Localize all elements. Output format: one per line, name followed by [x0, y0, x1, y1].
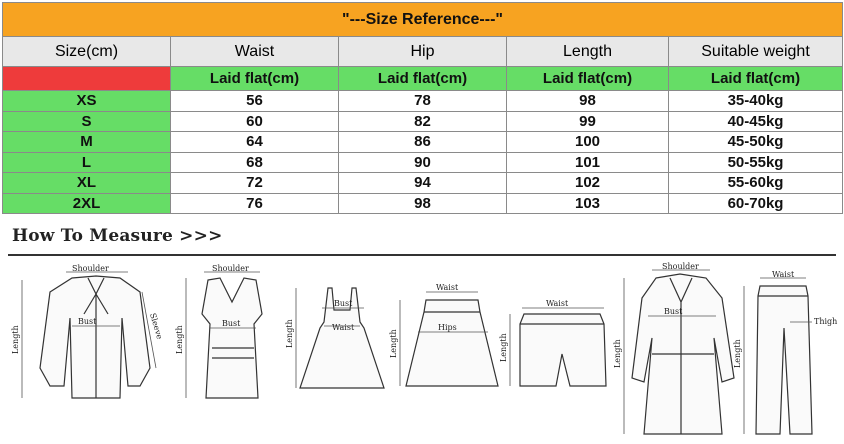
- hip-cell: 86: [339, 132, 507, 153]
- section-divider: [8, 254, 836, 256]
- label-bust: Bust: [334, 299, 353, 308]
- label-shoulder: Shoulder: [662, 262, 699, 271]
- waist-cell: 68: [171, 152, 339, 173]
- length-cell: 102: [507, 173, 669, 194]
- subheader-hip: Laid flat(cm): [339, 67, 507, 91]
- hip-cell: 90: [339, 152, 507, 173]
- length-cell: 100: [507, 132, 669, 153]
- table-row: [3, 111, 843, 132]
- table-row: [3, 132, 843, 153]
- header-waist: Waist: [171, 37, 339, 67]
- table-header-row: [3, 37, 843, 67]
- table-subheader-row: [3, 67, 843, 91]
- header-weight: Suitable weight: [669, 37, 843, 67]
- weight-cell: 50-55kg: [669, 152, 843, 173]
- waist-cell: 72: [171, 173, 339, 194]
- label-thigh: Thigh: [814, 317, 838, 326]
- label-length: Length: [175, 325, 184, 354]
- subheader-weight: Laid flat(cm): [669, 67, 843, 91]
- size-reference-table: [2, 2, 843, 214]
- size-cell: XL: [3, 173, 171, 194]
- label-length: Length: [11, 325, 20, 354]
- pants-illustration: [733, 270, 837, 434]
- shorts-illustration: [499, 299, 606, 386]
- length-cell: 101: [507, 152, 669, 173]
- header-size: Size(cm): [3, 37, 171, 67]
- label-hips: Hips: [438, 323, 457, 332]
- waist-cell: 64: [171, 132, 339, 153]
- size-cell: S: [3, 111, 171, 132]
- tank-top-illustration: [175, 264, 262, 398]
- size-cell: M: [3, 132, 171, 153]
- weight-cell: 45-50kg: [669, 132, 843, 153]
- weight-cell: 40-45kg: [669, 111, 843, 132]
- weight-cell: 60-70kg: [669, 193, 843, 214]
- dress-illustration: [285, 288, 384, 388]
- label-waist: Waist: [772, 270, 795, 279]
- weight-cell: 35-40kg: [669, 91, 843, 112]
- hip-cell: 98: [339, 193, 507, 214]
- subheader-empty: [3, 67, 171, 91]
- table-row: [3, 173, 843, 194]
- hip-cell: 82: [339, 111, 507, 132]
- label-waist: Waist: [332, 323, 355, 332]
- hip-cell: 78: [339, 91, 507, 112]
- coat-illustration: [613, 262, 734, 434]
- label-length: Length: [389, 329, 398, 358]
- measurement-illustrations: [0, 258, 844, 444]
- length-cell: 98: [507, 91, 669, 112]
- label-length: Length: [285, 319, 294, 348]
- weight-cell: 55-60kg: [669, 173, 843, 194]
- label-bust: Bust: [222, 319, 241, 328]
- label-sleeve: Sleeve: [148, 312, 165, 341]
- table-row: [3, 91, 843, 112]
- table-row: [3, 152, 843, 173]
- hip-cell: 94: [339, 173, 507, 194]
- skirt-illustration: [389, 283, 498, 386]
- table-row: [3, 193, 843, 214]
- size-cell: 2XL: [3, 193, 171, 214]
- label-bust: Bust: [78, 317, 97, 326]
- size-cell: L: [3, 152, 171, 173]
- size-table-title: "---Size Reference---": [3, 3, 843, 37]
- how-to-measure-section: [0, 218, 844, 444]
- label-bust: Bust: [664, 307, 683, 316]
- label-shoulder: Shoulder: [212, 264, 249, 273]
- blouse-illustration: [11, 264, 164, 398]
- subheader-waist: Laid flat(cm): [171, 67, 339, 91]
- length-cell: 99: [507, 111, 669, 132]
- label-shoulder: Shoulder: [72, 264, 109, 273]
- header-hip: Hip: [339, 37, 507, 67]
- header-length: Length: [507, 37, 669, 67]
- length-cell: 103: [507, 193, 669, 214]
- label-length: Length: [733, 339, 742, 368]
- waist-cell: 76: [171, 193, 339, 214]
- label-length: Length: [499, 333, 508, 362]
- size-cell: XS: [3, 91, 171, 112]
- label-waist: Waist: [436, 283, 459, 292]
- label-length: Length: [613, 339, 622, 368]
- label-waist: Waist: [546, 299, 569, 308]
- waist-cell: 56: [171, 91, 339, 112]
- how-to-measure-title: How To Measure >>>: [12, 226, 223, 246]
- waist-cell: 60: [171, 111, 339, 132]
- subheader-length: Laid flat(cm): [507, 67, 669, 91]
